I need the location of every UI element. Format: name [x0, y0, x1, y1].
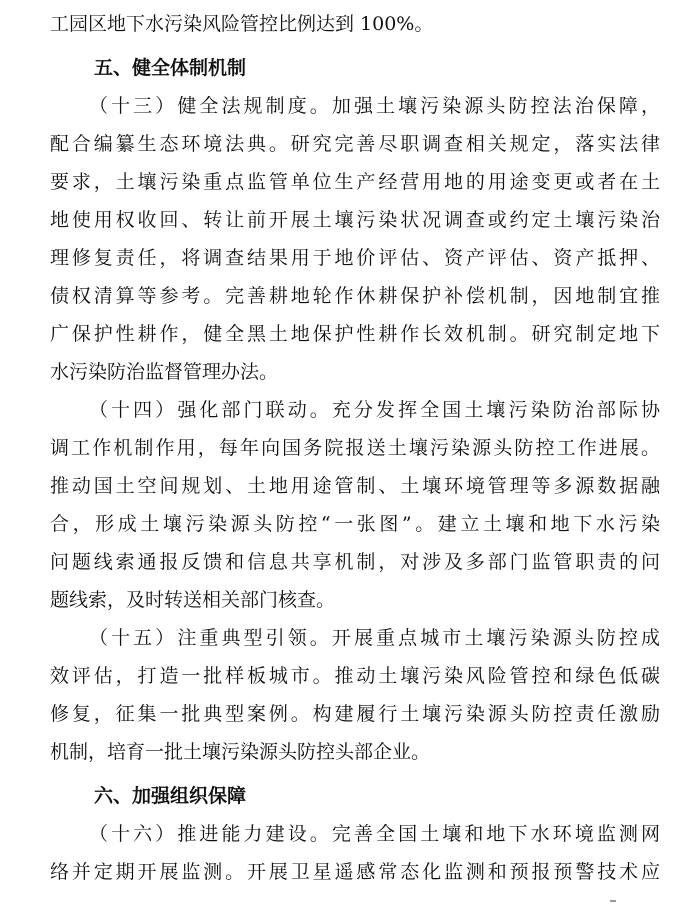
paragraph-13-line: 债权清算等参考。完善耕地轮作休耕保护补偿机制，因地制宜推 — [50, 285, 660, 307]
paragraph-15-line: 机制，培育一批土壤污染源头防控头部企业。 — [50, 741, 431, 763]
paragraph-13-line: （十三）健全法规制度。加强土壤污染源头防控法治保障， — [89, 95, 660, 117]
paragraph-15-line: 修复，征集一批典型案例。构建履行土壤污染源头防控责任激励 — [50, 703, 660, 725]
scan-mark — [610, 900, 616, 902]
paragraph-14-line: 合，形成土壤污染源头防控“一张图”。建立土壤和地下水污染 — [50, 513, 660, 535]
paragraph-14-line: 推动国土空间规划、土地用途管制、土壤环境管理等多源数据融 — [50, 475, 660, 497]
section-heading-6: 六、加强组织保障 — [94, 785, 247, 807]
paragraph-13-line: 广保护性耕作，健全黑土地保护性耕作长效机制。研究制定地下 — [50, 323, 660, 345]
paragraph-13-line: 水污染防治监督管理办法。 — [50, 361, 279, 383]
paragraph-14-line: （十四）强化部门联动。充分发挥全国土壤污染防治部际协 — [89, 399, 660, 421]
paragraph-13-line: 要求，土壤污染重点监管单位生产经营用地的用途变更或者在土 — [50, 171, 660, 193]
paragraph-14-line: 题线索，及时转送相关部门核查。 — [50, 589, 336, 611]
paragraph-14-line: 调工作机制作用，每年向国务院报送土壤污染源头防控工作进展。 — [50, 437, 660, 459]
paragraph-15-line: （十五）注重典型引领。开展重点城市土壤污染源头防控成 — [89, 627, 660, 649]
paragraph-13-line: 配合编纂生态环境法典。研究完善尽职调查相关规定，落实法律 — [50, 133, 660, 155]
section-heading-5: 五、健全体制机制 — [94, 57, 247, 79]
paragraph-14-line: 问题线索通报反馈和信息共享机制，对涉及多部门监管职责的问 — [50, 551, 660, 573]
paragraph-16-line: （十六）推进能力建设。完善全国土壤和地下水环境监测网 — [89, 823, 660, 845]
paragraph-16-line: 络并定期开展监测。开展卫星遥感常态化监测和预报预警技术应 — [50, 861, 660, 883]
paragraph-15-line: 效评估，打造一批样板城市。推动土壤污染风险管控和绿色低碳 — [50, 665, 660, 687]
text-line: 工园区地下水污染风险管控比例达到 100%。 — [50, 13, 434, 35]
paragraph-13-line: 地使用权收回、转让前开展土壤污染状况调查或约定土壤污染治 — [50, 209, 660, 231]
paragraph-13-line: 理修复责任，将调查结果用于地价评估、资产评估、资产抵押、 — [50, 247, 660, 269]
